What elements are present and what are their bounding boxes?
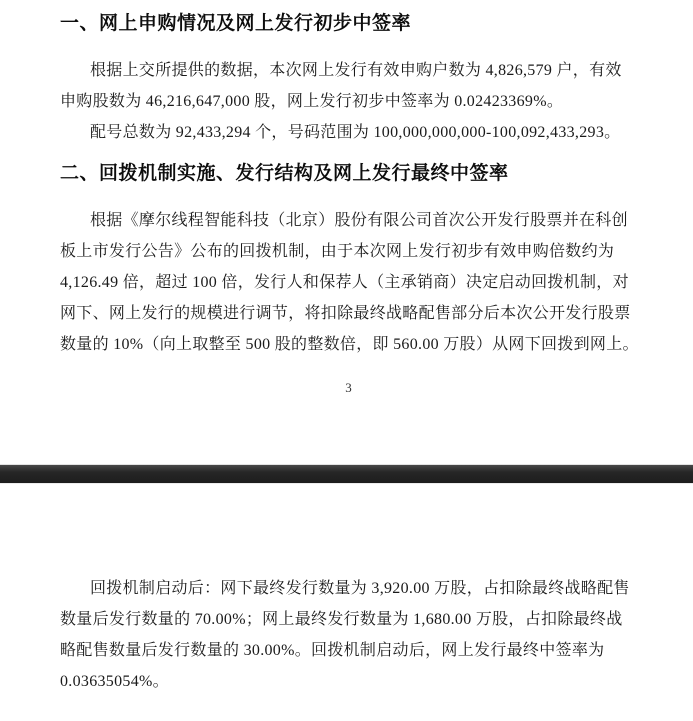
- text-line: 根据《摩尔线程智能科技（北京）股份有限公司首次公开发行股票并在科创: [90, 212, 628, 229]
- text-line: 略配售数量后发行数量的 30.00%。回拨机制启动后，网上发行最终中签率为: [60, 642, 605, 659]
- page-separator: [0, 465, 693, 483]
- text-line: 数量后发行数量的 70.00%；网上最终发行数量为 1,680.00 万股，占扣除最终战: [60, 611, 623, 628]
- section-1-paragraph-1: [60, 55, 637, 117]
- page-3: [0, 13, 693, 397]
- document-viewer: [0, 13, 693, 721]
- text-line: 申购股数为 46,216,647,000 股，网上发行初步中签率为 0.02423369%。: [60, 93, 564, 110]
- section-1-paragraph-2: [60, 117, 637, 148]
- text-line: 网下、网上发行的规模进行调节，将扣除最终战略配售部分后本次公开发行股票: [60, 305, 631, 322]
- text-line: 根据上交所提供的数据，本次网上发行有效申购户数为 4,826,579 户，有效: [90, 62, 622, 79]
- section-2-heading: 二、回拨机制实施、发行结构及网上发行最终中签率: [60, 163, 509, 184]
- text-line: 配号总数为 92,433,294 个，号码范围为 100,000,000,000-100,092,433,293。: [90, 124, 621, 141]
- text-line: 数量的 10%（向上取整至 500 股的整数倍，即 560.00 万股）从网下回拨到网上。: [60, 336, 639, 353]
- page-4-paragraph-1: [60, 573, 637, 697]
- text-line: 0.03635054%。: [60, 673, 169, 690]
- page-4: [0, 573, 693, 697]
- page-number: 3: [345, 380, 352, 395]
- section-2-paragraph-1: [60, 205, 637, 360]
- section-1-heading: 一、网上申购情况及网上发行初步中签率: [60, 13, 412, 34]
- text-line: 4,126.49 倍，超过 100 倍，发行人和保荐人（主承销商）决定启动回拨机制，对: [60, 274, 629, 291]
- text-line: 回拨机制启动后：网下最终发行数量为 3,920.00 万股，占扣除最终战略配售: [90, 580, 630, 597]
- text-line: 板上市发行公告》公布的回拨机制，由于本次网上发行初步有效申购倍数约为: [60, 243, 615, 260]
